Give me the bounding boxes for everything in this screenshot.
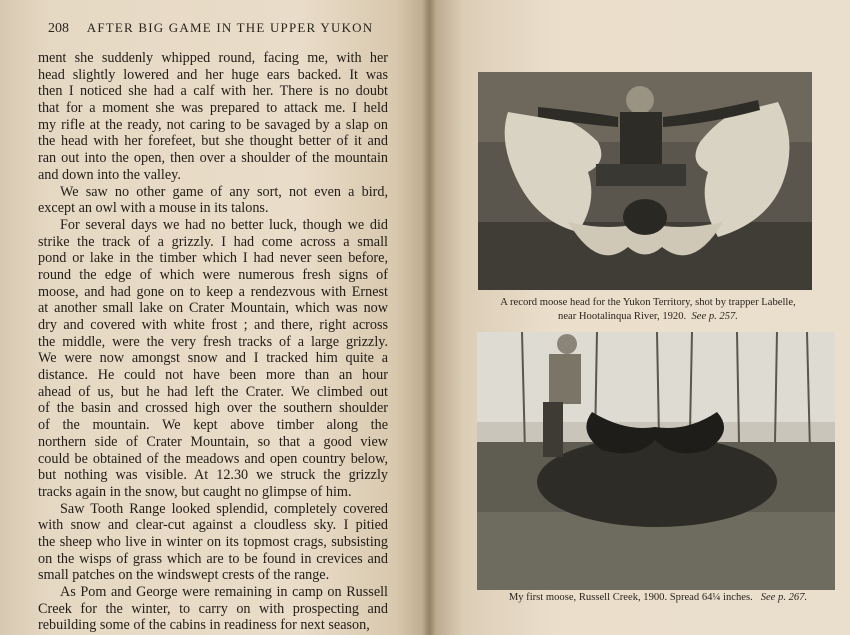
body-text-line: Saw Tooth Range looked splendid, completely covered [60, 500, 388, 517]
caption-photo-1 [474, 296, 822, 324]
book-gutter [422, 0, 436, 635]
body-text-line: my rifle at the ready, not caring to be savaged by a slap on [38, 116, 388, 133]
photo-first-moose [477, 332, 835, 590]
body-text-line: and down into the valley. [38, 166, 181, 183]
body-text-line: Creek for the winter, to carry on with prospecting and [38, 600, 388, 617]
body-text-line: ahead of us, but he had left the Crater. We climbed out [38, 383, 388, 400]
caption-1-text: A record moose head for the Yukon Territory, shot by trapper Labelle, [500, 297, 796, 308]
body-text-line: northern side of Crater Mountain, so that a good view [38, 433, 388, 450]
caption-2-text: My first moose, Russell Creek, 1900. Spread 64¼ inches. [508, 592, 753, 603]
caption-1-ref: See p. 257. [691, 311, 738, 322]
body-text-line: We were now amongst snow and I tracked him quite a [38, 350, 388, 367]
body-text-line: at another small lake on Crater Mountain, which was now [38, 300, 388, 317]
body-text-line: round the edge of which were numerous fresh signs of [38, 266, 388, 283]
body-text-line: tracks again in the snow, but caught no glimpse of him. [38, 483, 352, 500]
body-text-line: moose, and had gone on to keep a rendezvous with Ernest [38, 283, 388, 300]
body-text-line: small patches on the windswept crests of the range. [38, 567, 330, 584]
body-text-line: We saw no other game of any sort, not even a bird, [60, 183, 388, 200]
photo-moose-head-trapper [478, 72, 812, 290]
caption-2-ref: See p. 267. [760, 592, 808, 603]
body-text-line: distance. He could not have been more than an hour [38, 367, 388, 384]
body-text-line: the head with her forefeet, but she thought better of it and [38, 133, 388, 150]
body-text-line: the middle, were the very fresh tracks of a large grizzly. [38, 333, 388, 350]
body-text-line: of the mountain. We kept above timber along the [38, 417, 388, 434]
body-text-line: rebuilding some of the cabins in readiness for next season, [38, 617, 370, 634]
page-number: 208 [48, 21, 69, 36]
body-text-line: pond or lake in the timber which I had never seen before, [38, 250, 388, 267]
body-text-line: then I noticed she had a calf with her. There is no doubt [38, 83, 388, 100]
running-head-title: AFTER BIG GAME IN THE UPPER YUKON [86, 20, 374, 35]
caption-1-line2: near Hootalinqua River, 1920. [558, 311, 687, 322]
body-text-line: of the basin and crossed high over the southern shoulder [38, 400, 388, 417]
body-text-line: head slightly lowered and her huge ears backed. It was [38, 66, 388, 83]
body-text-line: could be obtained of the meadows and open country below, [38, 450, 388, 467]
body-text-line: that for a moment she was prepared to attack me. I held [38, 100, 388, 117]
running-head [48, 20, 398, 40]
body-text-line: dry and covered with white frost ; and there, right across [38, 317, 388, 333]
body-text-line: except an owl with a mouse in its talons. [38, 200, 269, 217]
hunter-moose-illustration [477, 332, 835, 590]
body-text-line: ran out into the open, then over a shoulder of the mountain [38, 150, 388, 167]
caption-photo-2 [478, 591, 838, 605]
body-text-line: on the wisps of grass which are to be found in crevices and [38, 550, 388, 567]
body-text-line: ment she suddenly whipped round, facing me, with her [38, 50, 388, 66]
moose-head-illustration [478, 72, 812, 290]
body-text-line: strike the track of a grizzly. I had come across a small [38, 233, 388, 250]
body-text-line: but nothing was visible. At 12.30 we struck the grizzly [38, 467, 388, 484]
body-text-line: with snow and clear-cut against a cloudless sky. I pitied [38, 517, 388, 534]
body-text [38, 50, 388, 634]
body-text-line: As Pom and George were remaining in camp on Russell [60, 584, 388, 600]
body-text-line: the sheep who live in winter on its topmost crags, subsisting [38, 533, 388, 550]
body-text-line: For several days we had no better luck, though we did [60, 216, 388, 233]
